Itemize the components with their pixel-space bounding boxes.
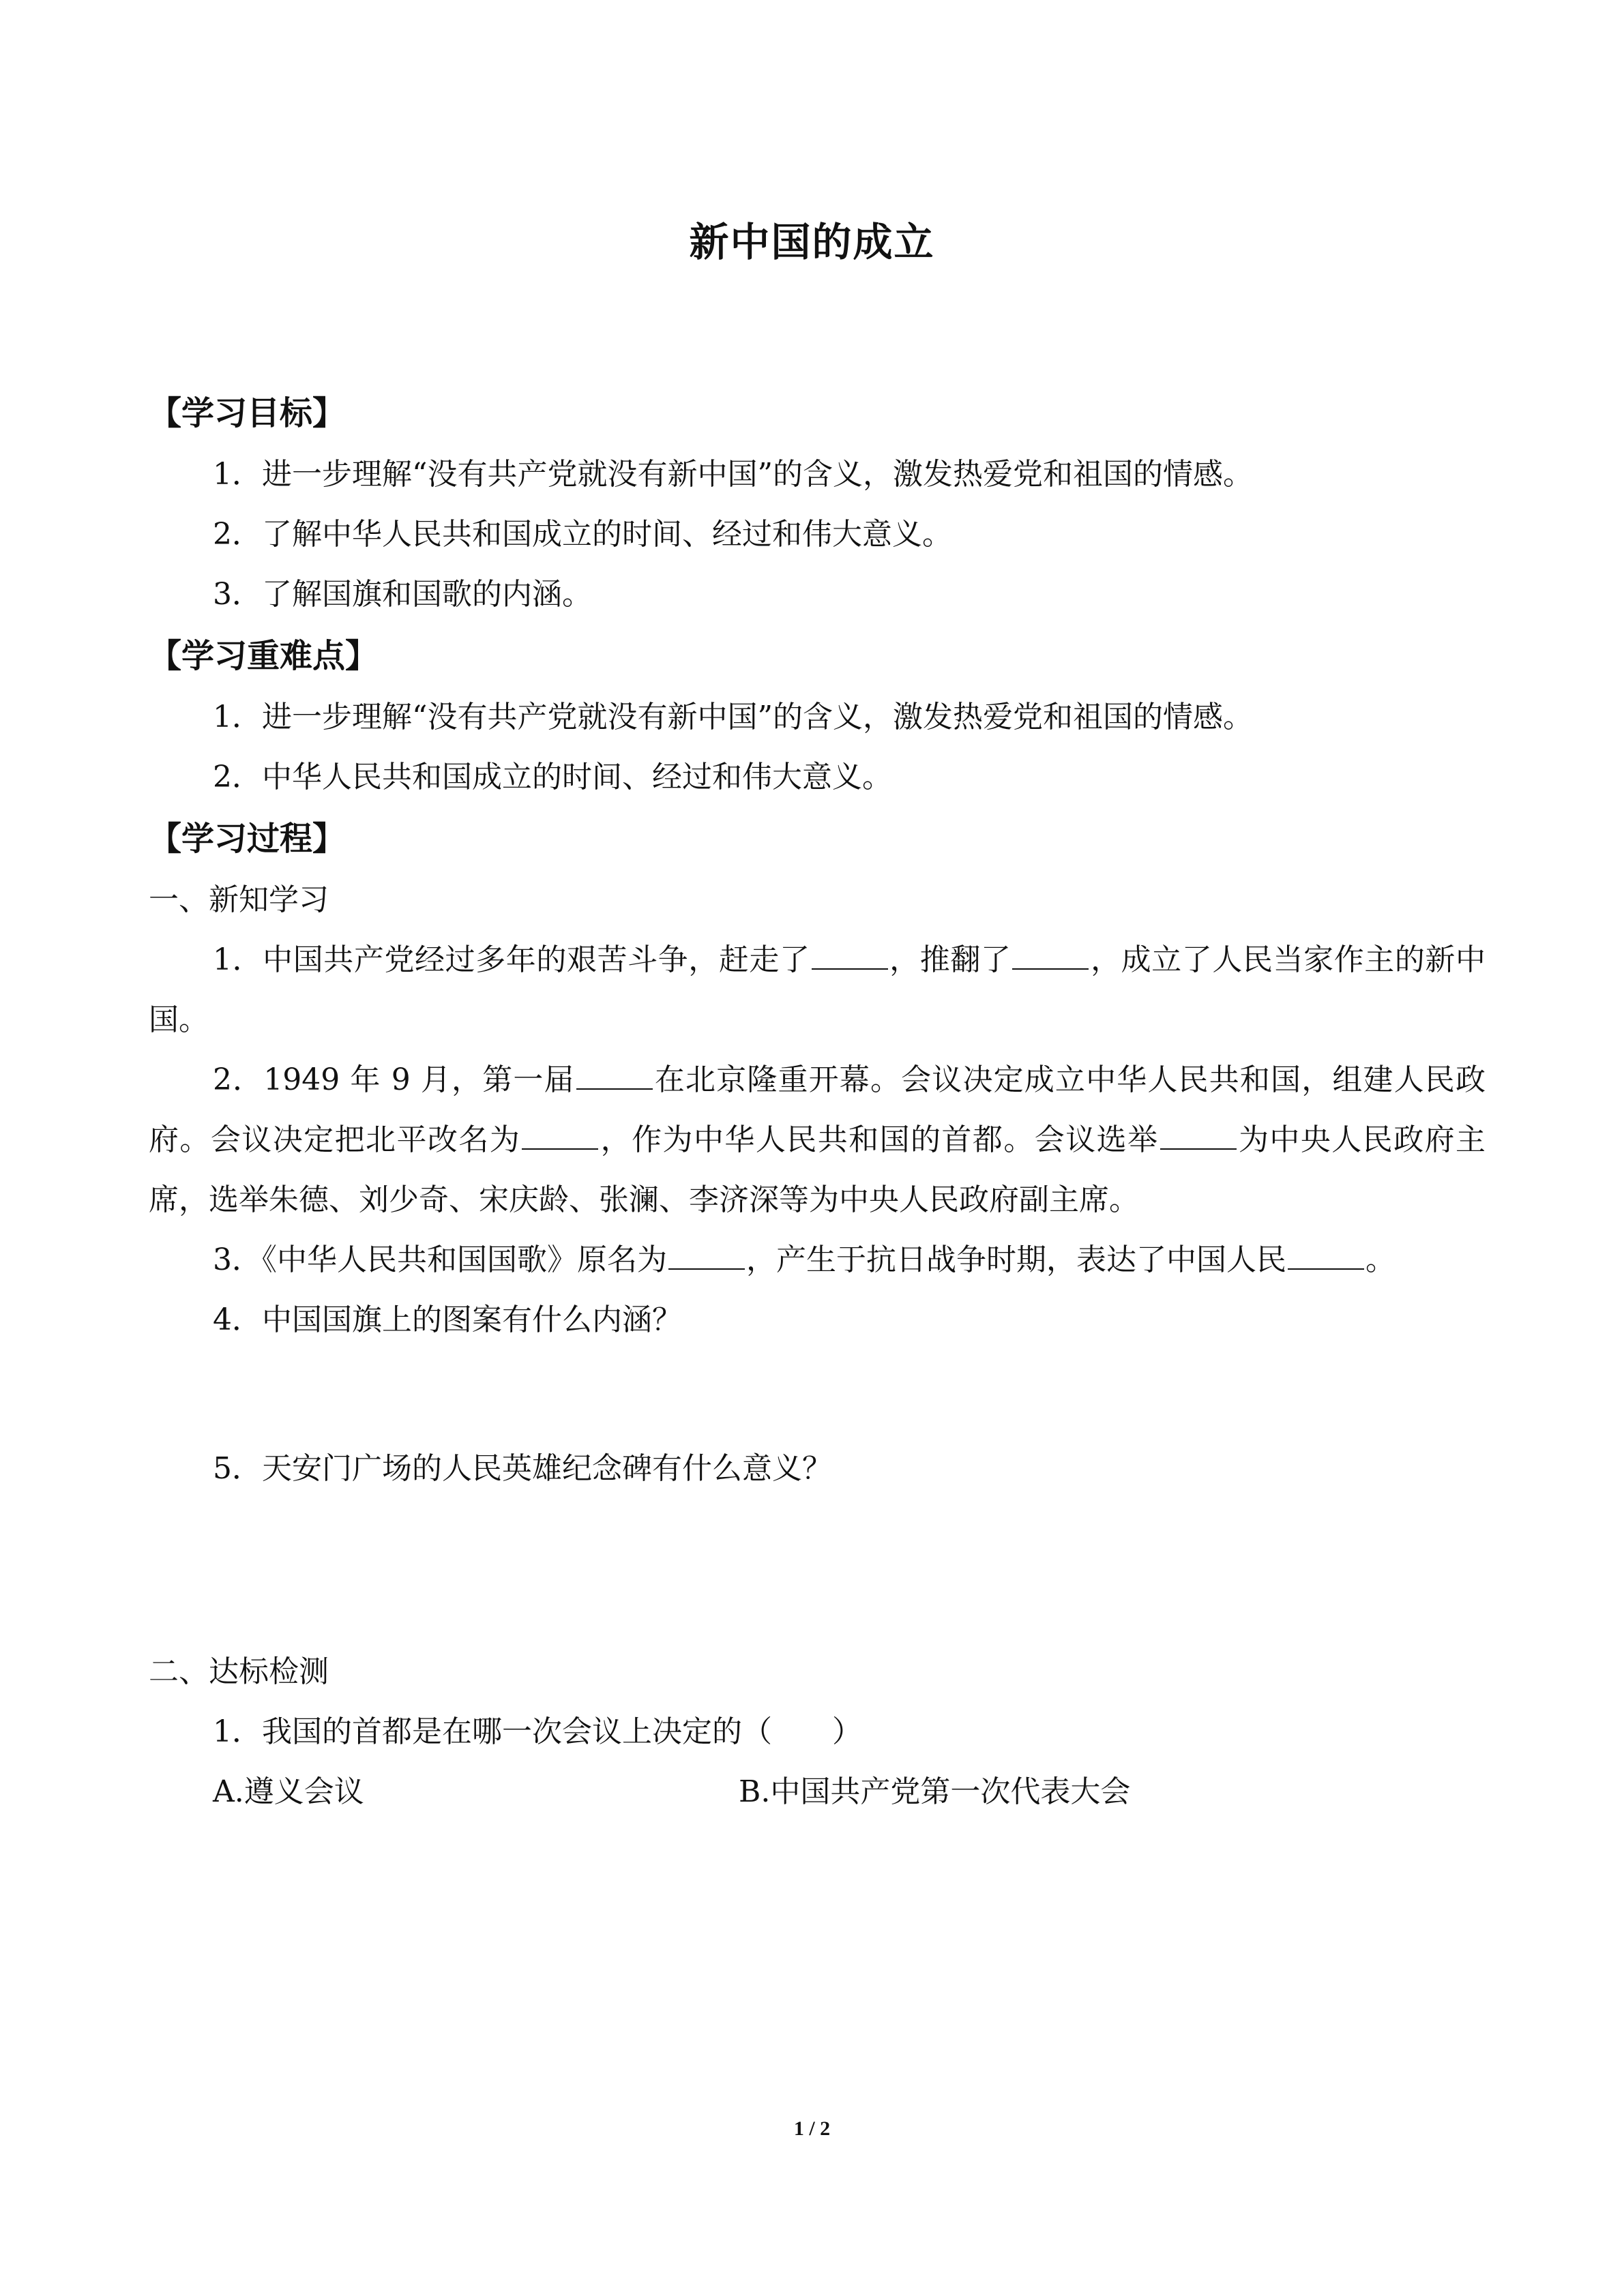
fill-blank[interactable] xyxy=(1160,1148,1237,1150)
answer-space[interactable] xyxy=(149,1350,1486,1439)
question-4: 4．中国国旗上的图案有什么内涵？ xyxy=(213,1302,682,1337)
question-3 xyxy=(149,1230,1486,1290)
options-row xyxy=(149,1762,1486,1822)
fill-blank[interactable] xyxy=(576,1088,653,1090)
test-question-1: 1．我国的首都是在哪一次会议上决定的（ ） xyxy=(213,1714,862,1749)
process-heading: 【学习过程】 xyxy=(149,820,346,858)
answer-space[interactable] xyxy=(149,1499,1486,1642)
question-text: ，推翻了 xyxy=(889,942,1012,977)
part1-label: 一、新知学习 xyxy=(149,882,329,917)
question-text: 在北京隆重开幕。会议决定成立中华人民共和国，组建人民政府。会议决定把北平改名为 xyxy=(149,1062,1486,1157)
option-a[interactable]: A.遵义会议 xyxy=(213,1774,364,1809)
question-text: 3．《中华人民共和国国歌》原名为 xyxy=(213,1242,667,1277)
fill-blank[interactable] xyxy=(812,968,888,970)
key-point-item: 2．中华人民共和国成立的时间、经过和伟大意义。 xyxy=(213,760,892,794)
goal-item: 2．了解中华人民共和国成立的时间、经过和伟大意义。 xyxy=(213,517,952,552)
question-text: ，成立了人民当家作主的新中国。 xyxy=(149,942,1486,1037)
fill-blank[interactable] xyxy=(668,1268,745,1270)
key-points-heading: 【学习重难点】 xyxy=(149,637,379,675)
option-b[interactable]: B.中国共产党第一次代表大会 xyxy=(739,1774,1131,1809)
goal-item: 1．进一步理解“没有共产党就没有新中国”的含义，激发热爱党和祖国的情感。 xyxy=(213,457,1253,492)
goal-item: 3．了解国旗和国歌的内涵。 xyxy=(213,577,592,612)
question-2 xyxy=(149,1050,1486,1230)
question-text: ，作为中华人民共和国的首都。会议选举 xyxy=(600,1122,1159,1157)
question-text: 。 xyxy=(1365,1242,1396,1277)
key-point-item: 1．进一步理解“没有共产党就没有新中国”的含义，激发热爱党和祖国的情感。 xyxy=(213,700,1253,734)
page-title: 新中国的成立 xyxy=(689,219,935,265)
question-text: 2．1949 年 9 月，第一届 xyxy=(213,1062,575,1097)
question-1 xyxy=(149,930,1486,1050)
question-text: 为中央人民政府主席，选举朱德、刘少奇、宋庆龄、张澜、李济深等为中央人民政府副主席。 xyxy=(149,1122,1486,1217)
goals-heading: 【学习目标】 xyxy=(149,394,346,432)
question-text: 1．中国共产党经过多年的艰苦斗争，赶走了 xyxy=(213,942,810,977)
question-text: ，产生于抗日战争时期，表达了中国人民 xyxy=(746,1242,1286,1277)
page-number: 1 / 2 xyxy=(793,2117,831,2140)
fill-blank[interactable] xyxy=(1288,1268,1364,1270)
question-5: 5．天安门广场的人民英雄纪念碑有什么意义？ xyxy=(213,1451,832,1486)
document-body xyxy=(149,382,1486,1822)
part2-label: 二、达标检测 xyxy=(149,1654,329,1689)
fill-blank[interactable] xyxy=(1012,968,1089,970)
fill-blank[interactable] xyxy=(522,1148,598,1150)
